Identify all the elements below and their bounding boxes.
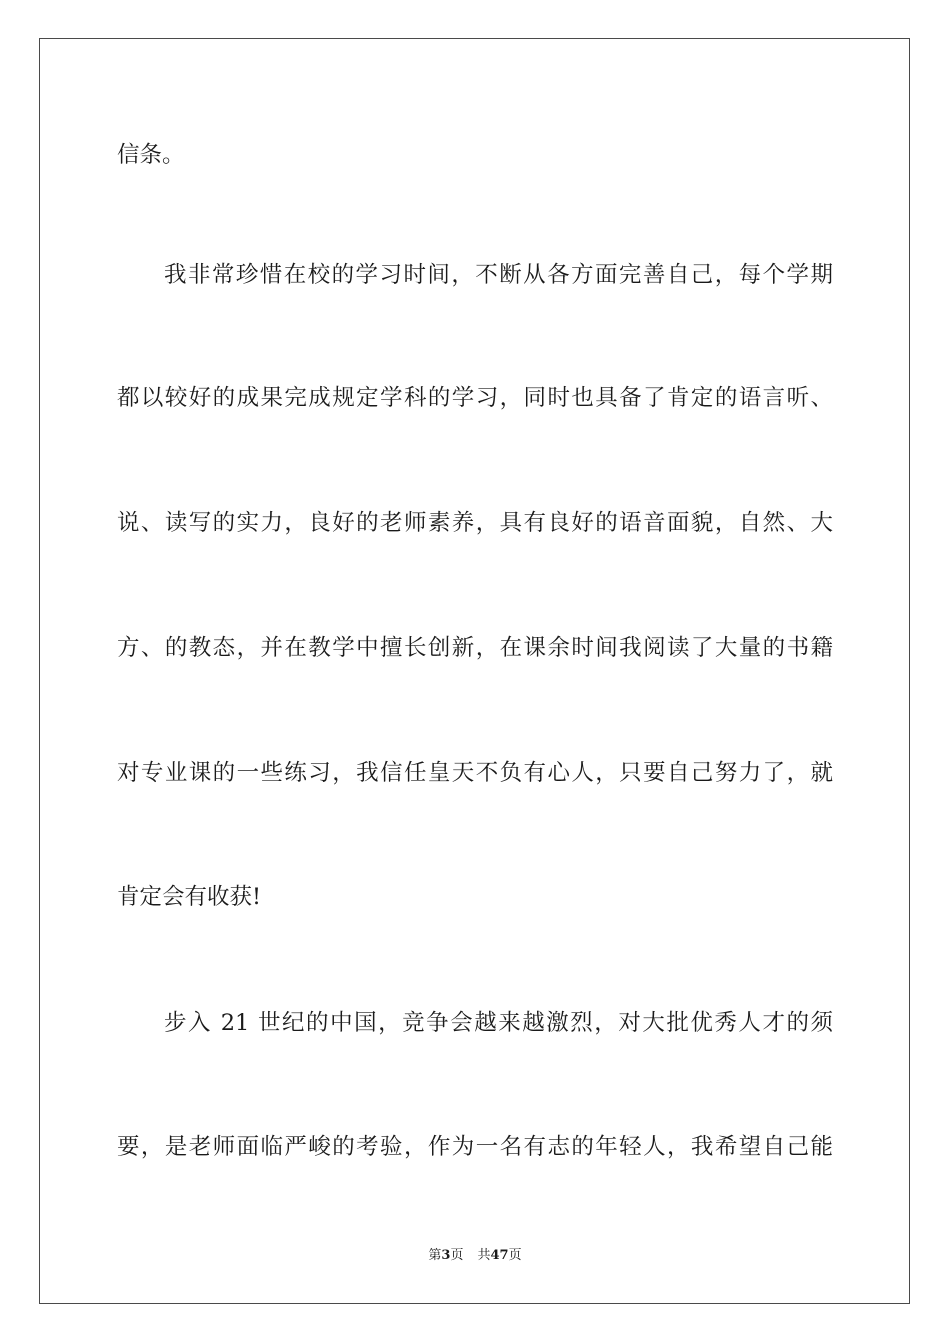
text-line-9: 要，是老师面临严峻的考验，作为一名有志的年轻人，我希望自己能 xyxy=(117,1134,833,1160)
page-frame xyxy=(39,38,910,1304)
text-line-3: 都以较好的成果完成规定学科的学习，同时也具备了肯定的语言听、 xyxy=(117,385,833,411)
text-line-8: 步入 21 世纪的中国，竞争会越来越激烈，对大批优秀人才的须 xyxy=(164,1010,833,1036)
footer-page-prefix: 第 xyxy=(428,1248,442,1263)
footer-page-number: 3 xyxy=(441,1248,451,1263)
text-line-4: 说、读写的实力，良好的老师素养，具有良好的语音面貌，自然、大 xyxy=(117,510,833,536)
page-footer xyxy=(0,1247,950,1265)
text-line-7: 肯定会有收获! xyxy=(117,884,262,910)
text-line-6: 对专业课的一些练习，我信任皇天不负有心人，只要自己努力了，就 xyxy=(117,760,833,786)
footer-total-suffix: 页 xyxy=(508,1248,522,1263)
footer-total-number: 47 xyxy=(490,1248,509,1263)
footer-page-suffix: 页 xyxy=(450,1248,464,1263)
text-line-5: 方、的教态，并在教学中擅长创新，在课余时间我阅读了大量的书籍 xyxy=(117,635,833,661)
footer-total-prefix: 共 xyxy=(477,1248,491,1263)
text-line-2: 我非常珍惜在校的学习时间，不断从各方面完善自己，每个学期 xyxy=(164,262,833,288)
text-line-1: 信条。 xyxy=(117,142,185,168)
